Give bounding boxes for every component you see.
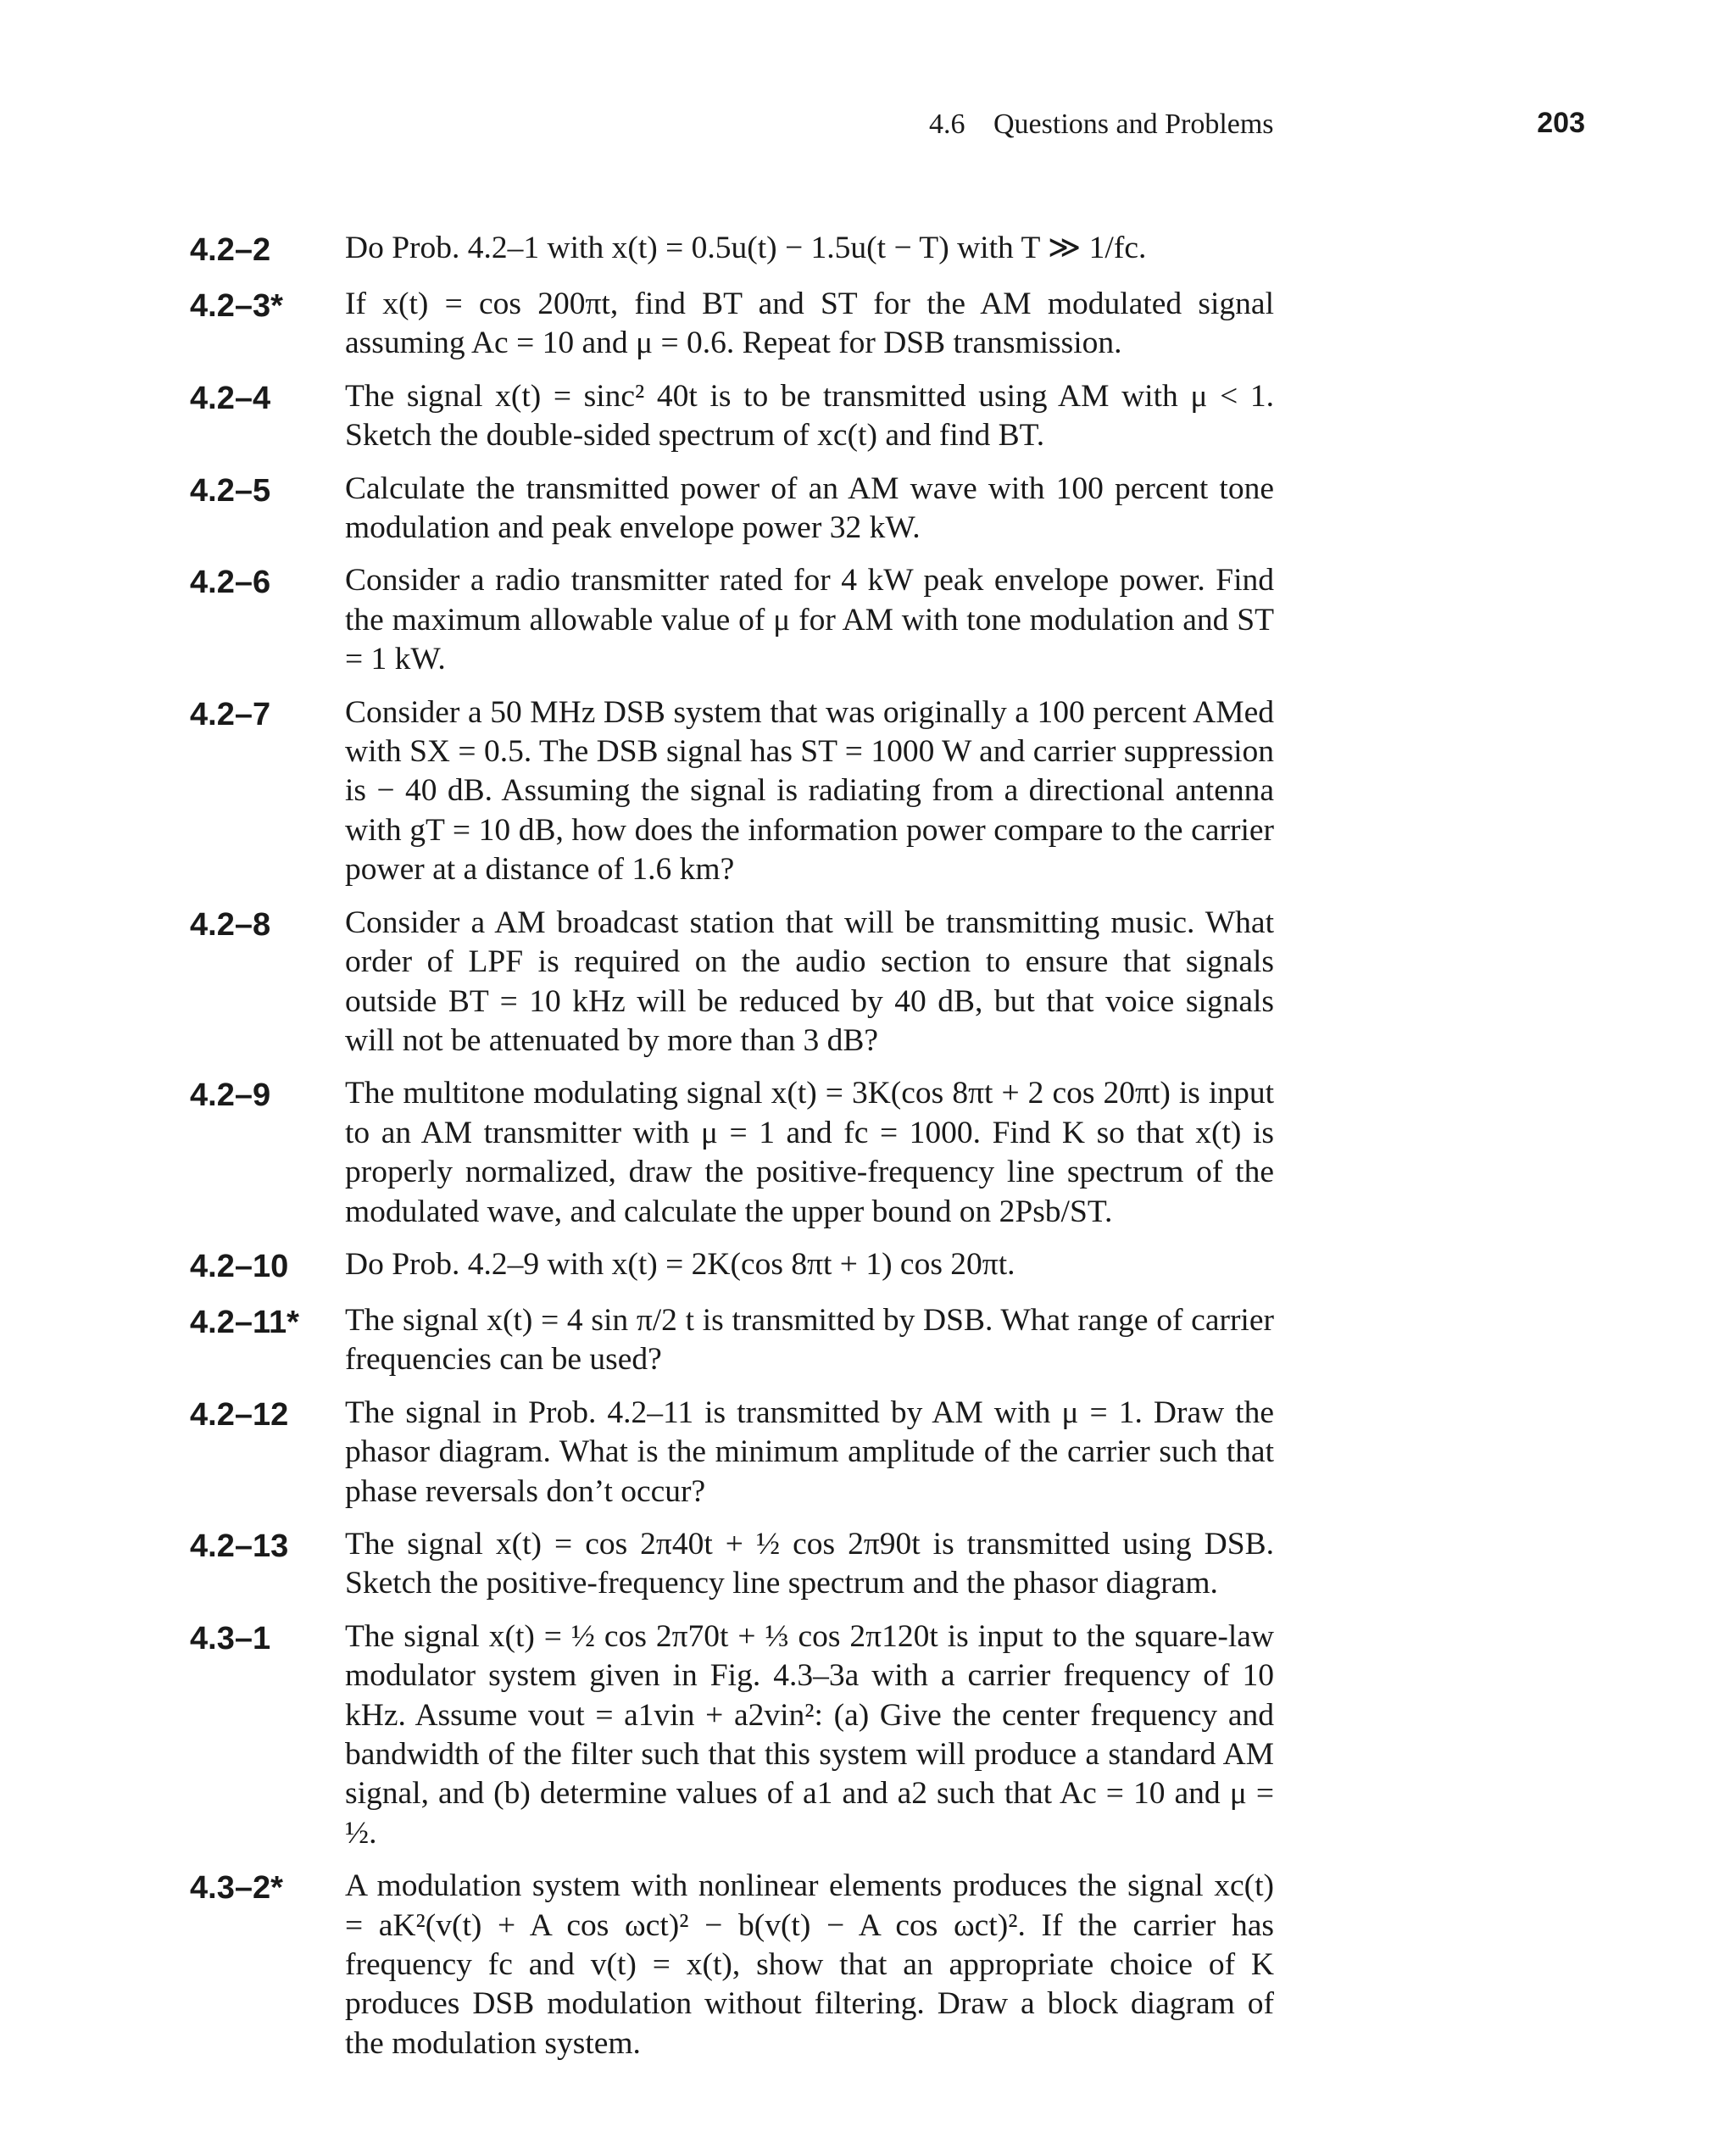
problem-number: 4.2–4 bbox=[190, 380, 271, 416]
problem-text: The signal x(t) = ½ cos 2π70t + ⅓ cos 2π120t is input to the square-law modulator system given in Fig. 4.3–3a with a carrier frequency of 10 kHz. Assume vout = a1vin + a2vin²: (a) Give the center frequency and bandwidth of the filter such that this system will produce a standard AM signal, and (b) determine values of a1 and a2 such that Ac = 10 and μ = ½. bbox=[345, 1618, 1274, 1851]
problem-number: 4.2–13 bbox=[190, 1528, 289, 1564]
section-number: 4.6 bbox=[929, 109, 965, 140]
problem-text: Consider a 50 MHz DSB system that was originally a 100 percent AMed with SX = 0.5. The DSB signal has ST = 1000 W and carrier suppression is − 40 dB. Assuming the signal is radiating from a directional antenna with gT = 10 dB, how does the information power compare to the carrier power at a distance of 1.6 km? bbox=[345, 694, 1274, 888]
problem-text: Do Prob. 4.2–1 with x(t) = 0.5u(t) − 1.5u(t − T) with T ≫ 1/fc. bbox=[345, 231, 1147, 265]
problem-item bbox=[0, 693, 1736, 890]
problem-item bbox=[0, 1867, 1736, 2063]
problem-number: 4.2–7 bbox=[190, 696, 271, 732]
problem-text: The signal x(t) = cos 2π40t + ½ cos 2π90t is transmitted using DSB. Sketch the positive-frequency line spectrum and the phasor diagram. bbox=[345, 1526, 1274, 1601]
problem-text: The multitone modulating signal x(t) = 3K(cos 8πt + 2 cos 20πt) is input to an AM transmitter with μ = 1 and fc = 1000. Find K so that x(t) is properly normalized, draw the positive-frequency line spectrum of the modulated wave, and calculate the upper bound on 2Psb/ST. bbox=[345, 1076, 1274, 1229]
problem-number: 4.2–8 bbox=[190, 906, 271, 943]
problem-text: A modulation system with nonlinear elements produces the signal xc(t) = aK²(v(t) + A cos ωct)² − b(v(t) − A cos ωct)². If the carrier has frequency fc and v(t) = x(t), show that an appropriate choice of K produces DSB modulation without filtering. Draw a block diagram of the modulation system. bbox=[345, 1868, 1274, 2061]
problem-number: 4.2–3* bbox=[190, 288, 283, 324]
problem-item bbox=[0, 1525, 1736, 1604]
problem-item bbox=[0, 470, 1736, 548]
problem-item bbox=[0, 1394, 1736, 1512]
problem-text: Consider a AM broadcast station that will be transmitting music. What order of LPF is required on the audio section to ensure that signals outside BT = 10 kHz will be reduced by 40 dB, but that voice signals will not be attenuated by more than 3 dB? bbox=[345, 905, 1274, 1058]
problem-text: Calculate the transmitted power of an AM wave with 100 percent tone modulation and peak envelope power 32 kW. bbox=[345, 470, 1274, 546]
problem-text: The signal in Prob. 4.2–11 is transmitted by AM with μ = 1. Draw the phasor diagram. What is the minimum amplitude of the carrier such that phase reversals don’t occur? bbox=[345, 1395, 1274, 1509]
problem-number: 4.2–11* bbox=[190, 1304, 299, 1340]
problem-text: Do Prob. 4.2–9 with x(t) = 2K(cos 8πt + 1) cos 20πt. bbox=[345, 1246, 1015, 1282]
problem-text: The signal x(t) = sinc² 40t is to be transmitted using AM with μ < 1. Sketch the double-sided spectrum of xc(t) and find BT. bbox=[345, 378, 1274, 454]
problem-item bbox=[0, 1245, 1736, 1288]
problem-text: The signal x(t) = 4 sin π/2 t is transmitted by DSB. What range of carrier frequencies can be used? bbox=[345, 1302, 1274, 1378]
problem-number: 4.2–6 bbox=[190, 565, 271, 601]
problem-number: 4.2–2 bbox=[190, 232, 271, 268]
problem-text: Consider a radio transmitter rated for 4 kW peak envelope power. Find the maximum allowable value of μ for AM with tone modulation and ST = 1 kW. bbox=[345, 563, 1274, 677]
problem-item bbox=[0, 377, 1736, 456]
section-title: Questions and Problems bbox=[993, 109, 1274, 140]
problem-item bbox=[0, 1301, 1736, 1380]
problem-number: 4.3–2* bbox=[190, 1870, 283, 1907]
problem-number: 4.3–1 bbox=[190, 1620, 271, 1656]
running-header bbox=[0, 109, 1736, 149]
problem-number: 4.2–5 bbox=[190, 472, 271, 509]
problem-number: 4.2–10 bbox=[190, 1248, 289, 1284]
page-number: 203 bbox=[1537, 107, 1585, 139]
problem-number: 4.2–9 bbox=[190, 1077, 271, 1114]
problem-item bbox=[0, 904, 1736, 1061]
problem-number: 4.2–12 bbox=[190, 1396, 289, 1433]
problem-item bbox=[0, 229, 1736, 271]
problem-item bbox=[0, 1617, 1736, 1853]
problem-list bbox=[0, 229, 1736, 2077]
problem-item bbox=[0, 285, 1736, 364]
problem-item bbox=[0, 1074, 1736, 1232]
problem-item bbox=[0, 561, 1736, 679]
problem-text: If x(t) = cos 200πt, find BT and ST for the AM modulated signal assuming Ac = 10 and μ = 0.6. Repeat for DSB transmission. bbox=[345, 287, 1274, 361]
